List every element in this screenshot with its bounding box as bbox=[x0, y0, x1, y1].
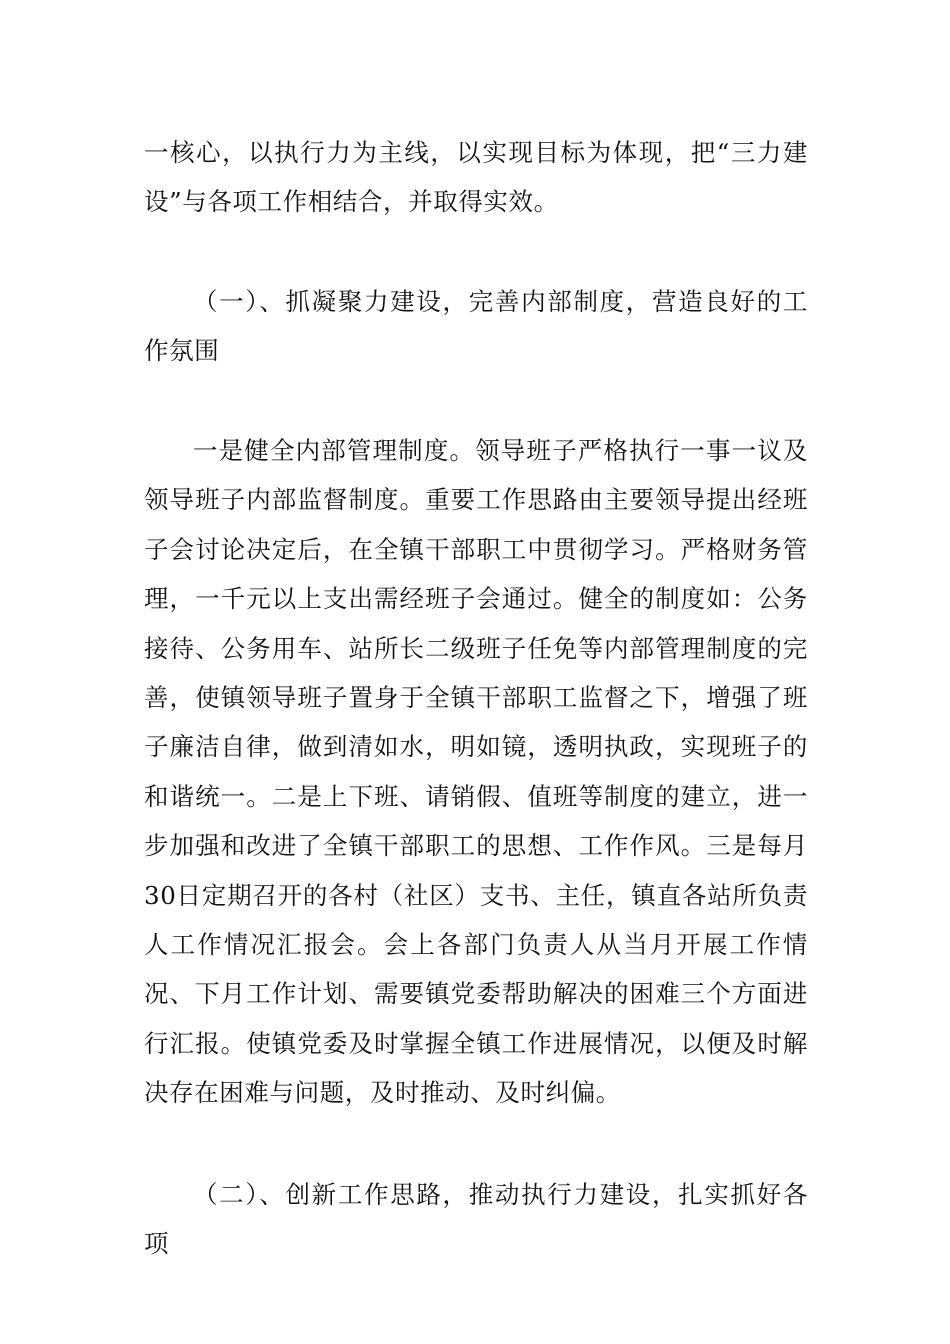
paragraph-internal-management: 一是健全内部管理制度。领导班子严格执行一事一议及领导班子内部监督制度。重要工作思路由主要领导提出经班子会讨论决定后，在全镇干部职工中贯彻学习。严格财务管理，一千元以上支出需经班子会通过。健全的制度如：公务接待、公务用车、站所长二级班子任免等内部管理制度的完善，使镇领导班子置身于全镇干部职工监督之下，增强了班子廉洁自律，做到清如水，明如镜，透明执政，实现班子的和谐统一。二是上下班、请销假、值班等制度的建立，进一步加强和改进了全镇干部职工的思想、工作作风。三是每月30日定期召开的各村（社区）支书、主任，镇直各站所负责人工作情况汇报会。会上各部门负责人从当月开展工作情况、下月工作计划、需要镇党委帮助解决的困难三个方面进行汇报。使镇党委及时掌握全镇工作进展情况，以便及时解决存在困难与问题，及时推动、及时纠偏。 bbox=[144, 436, 808, 1108]
paragraph-continuation: 一核心，以执行力为主线，以实现目标为体现，把“三力建设”与各项工作相结合，并取得实效。 bbox=[144, 138, 808, 217]
section-heading-one: （一）、抓凝聚力建设，完善内部制度，营造良好的工作氛围 bbox=[144, 287, 808, 366]
section-heading-two: （二）、创新工作思路，推动执行力建设，扎实抓好各项 bbox=[144, 1180, 808, 1259]
